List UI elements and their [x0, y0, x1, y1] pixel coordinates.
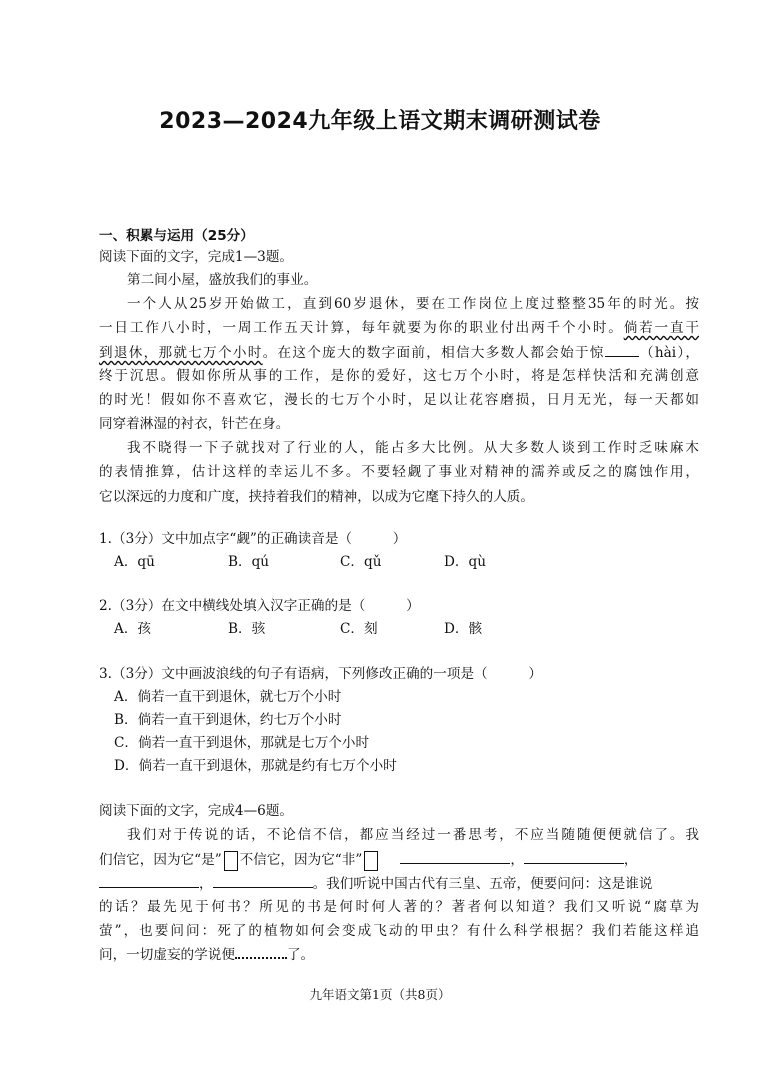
fill-blank[interactable] [605, 342, 639, 357]
passage-text: 问，一切虚妄的学说便 [99, 947, 235, 963]
passage-text: 一日工作八小时，一周工作五天计算，每年就要为你的职业付出两千个小时。 [99, 320, 624, 336]
option-c[interactable]: C．刻 [340, 621, 378, 637]
option-b[interactable]: B．qú [228, 554, 270, 570]
passage-text: ， [199, 876, 213, 892]
passage-text: 们信它，因为它“是” [99, 852, 222, 868]
passage-line: 终于沉思。假如你所从事的工作，是你的爱好，这七万个小时，将是怎样快活和充满创意 [99, 368, 699, 384]
fill-blank[interactable] [524, 849, 624, 864]
passage-text: 。在这个庞大的数字面前，相信大多数人都会始于惊 [262, 345, 605, 361]
reading-instruction: 阅读下面的文字，完成4—6题。 [99, 803, 294, 819]
passage-line: 萤”，也要问问：死了的植物如何会变成飞动的甲虫？有什么科学根据？我们若能这样追 [99, 923, 699, 939]
passage-text: 。我们听说中国古代有三皇、五帝，便要问问：这是谁说 [312, 876, 653, 892]
option-a[interactable]: A．倘若一直干到退休，就七万个小时 [114, 689, 342, 705]
passage-text: 不信它，因为它“非” [239, 852, 363, 868]
passage-text: ， [510, 852, 524, 868]
page-footer: 九年语文第1页（共8页） [309, 987, 451, 1002]
option-a[interactable]: A．孩 [114, 621, 152, 637]
option-c[interactable]: C．qǔ [340, 554, 382, 570]
passage-line: 一个人从25岁开始做工，直到60岁退休，要在工作岗位上度过整整35年的时光。按 [127, 296, 699, 312]
passage-line [99, 318, 699, 338]
wavy-underlined-sentence: 到退休，那就七万个小时 [99, 345, 263, 361]
punctuation-box[interactable] [364, 851, 378, 871]
passage-line [99, 945, 699, 965]
option-b[interactable]: B．倘若一直干到退休，约七万个小时 [114, 712, 342, 728]
passage-line [99, 873, 699, 894]
question-3-stem: 3.（3分）文中画波浪线的句子有语病，下列修改正确的一项是（ ） [99, 666, 543, 682]
passage-line [99, 342, 699, 363]
option-d[interactable]: D．倘若一直干到退休，那就是约有七万个小时 [114, 758, 397, 774]
option-a[interactable]: A．qū [114, 554, 155, 570]
fill-blank[interactable] [235, 945, 287, 959]
fill-blank[interactable] [213, 873, 313, 888]
passage-line: 的表情推算，估计这样的幸运儿不多。不要轻觑了事业对精神的濡养或反之的腐蚀作用， [99, 464, 699, 480]
reading-instruction: 阅读下面的文字，完成1—3题。 [99, 249, 294, 265]
page-title: 2023—2024九年级上语文期末调研测试卷 [159, 109, 601, 134]
passage-line: 的时光！假如你不喜欢它，漫长的七万个小时，足以让花容磨损，日月无光，每一天都如 [99, 392, 699, 408]
option-b[interactable]: B．骇 [228, 621, 266, 637]
passage-line: 同穿着淋湿的衬衣，针芒在身。 [99, 416, 290, 432]
passage-line: 的话？最先见于何书？所见的书是何时何人著的？著者何以知道？我们又听说“腐草为 [99, 899, 699, 915]
pinyin-hint: （hài）， [638, 345, 699, 361]
fill-blank[interactable] [400, 849, 510, 864]
option-d[interactable]: D．骸 [444, 621, 483, 637]
section-heading: 一、积累与运用（25分） [99, 228, 254, 244]
passage-subtitle: 第二间小屋，盛放我们的事业。 [127, 272, 318, 288]
wavy-underlined-sentence: 倘若一直干 [623, 320, 700, 336]
punctuation-box[interactable] [224, 851, 238, 871]
option-c[interactable]: C．倘若一直干到退休，那就是七万个小时 [114, 735, 370, 751]
question-1-stem: 1.（3分）文中加点字“觑”的正确读音是（ ） [99, 531, 407, 547]
fill-blank[interactable] [99, 873, 199, 888]
passage-line: 我不晓得一下子就找对了行业的人，能占多大比例。从大多数人谈到工作时乏味麻木 [127, 440, 699, 456]
passage-text: ， [623, 852, 638, 868]
passage-line: 我们对于传说的话，不论信不信，都应当经过一番思考，不应当随随便便就信了。我 [127, 827, 699, 843]
passage-line [99, 849, 699, 871]
passage-text: 了。 [286, 947, 315, 963]
question-2-stem: 2.（3分）在文中横线处填入汉字正确的是（ ） [99, 598, 420, 614]
passage-line: 它以深远的力度和广度，挟持着我们的精神，以成为它麾下持久的人质。 [99, 489, 534, 505]
option-d[interactable]: D．qù [444, 554, 486, 570]
